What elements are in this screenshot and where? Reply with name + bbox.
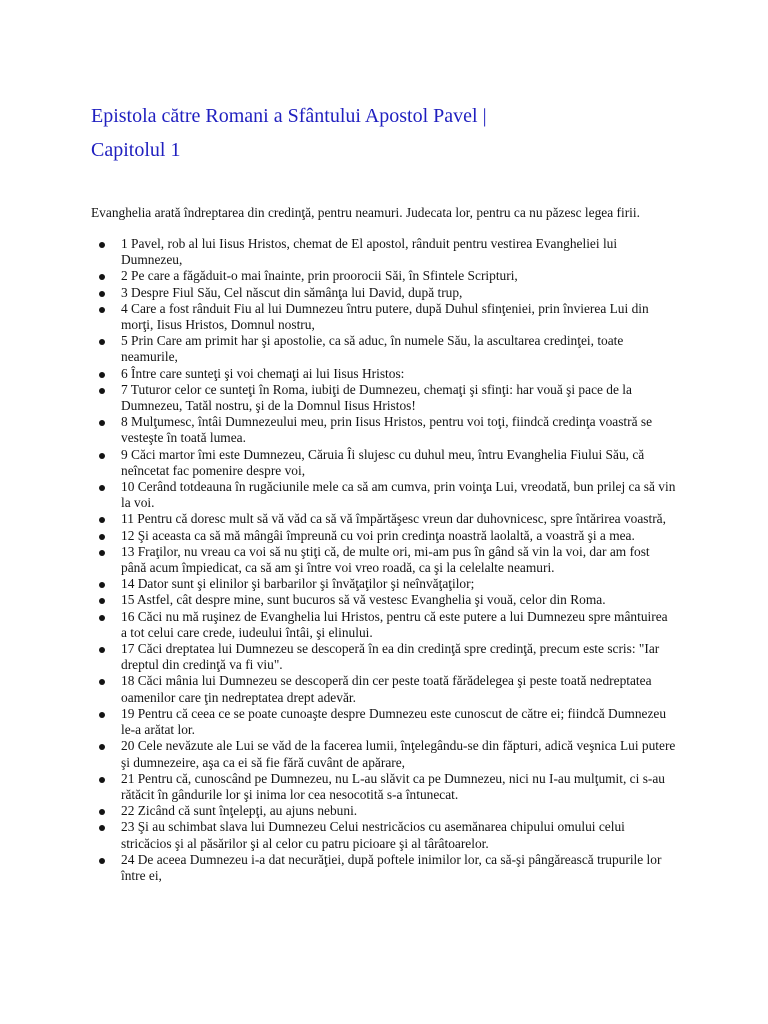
bullet-icon xyxy=(99,550,105,556)
verse-text: 4 Care a fost rânduit Fiu al lui Dumnezeu întru putere, după Duhul sfinţeniei, prin învierea Lui din morţi, Iisus Hristos, Domnul nostru, xyxy=(121,300,649,333)
verse-text: 8 Mulţumesc, întâi Dumnezeului meu, prin Iisus Hristos, pentru voi toţi, fiindcă credinţa voastră se vesteşte în toată lumea. xyxy=(121,414,653,446)
verse-text: 13 Fraţilor, nu vreau ca voi să nu ştiţi că, de multe ori, mi-am pus în gând să vin la voi, dar am fost până acum împiedicat, ca să am şi între voi vreo roadă, ca şi la celelalte neamuri. xyxy=(121,543,650,576)
verse-item xyxy=(0,706,676,738)
verse-text: 24 De aceea Dumnezeu i-a dat necurăţiei, după poftele inimilor lor, ca să-şi pângărească trupurile lor între ei, xyxy=(121,851,662,883)
verse-item xyxy=(0,528,676,544)
verse-item xyxy=(0,447,676,479)
bullet-icon xyxy=(99,372,105,378)
verse-text: 16 Căci nu mă ruşinez de Evanghelia lui Hristos, pentru că este putere a lui Dumnezeu spre mântuirea a tot celui care crede, iudeului întâi, şi elinului. xyxy=(121,608,668,640)
bullet-icon xyxy=(99,598,105,604)
verse-list xyxy=(0,236,700,884)
bullet-icon xyxy=(99,485,105,491)
bullet-icon xyxy=(99,517,105,523)
bullet-icon xyxy=(99,242,105,248)
bullet-icon xyxy=(99,388,105,394)
verse-text: 12 Şi aceasta ca să mă mângâi împreună cu voi prin credinţa noastră laolaltă, a voastră şi a mea. xyxy=(121,527,635,543)
verse-text: 14 Dator sunt şi elinilor şi barbarilor şi învăţaţilor şi neînvăţaţilor; xyxy=(121,576,475,592)
verse-text: 21 Pentru că, cunoscând pe Dumnezeu, nu L-au slăvit ca pe Dumnezeu, nici nu I-au mulţumit, ci s-au rătăcit în gândurile lor şi inima lor cea nesocotită s-a întunecat. xyxy=(121,770,666,802)
verse-item xyxy=(0,366,676,382)
bullet-icon xyxy=(99,291,105,297)
verse-item xyxy=(0,673,676,705)
verse-text: 15 Astfel, cât despre mine, sunt bucuros să vă vestesc Evanghelia şi vouă, celor din Roma. xyxy=(121,592,606,608)
verse-item xyxy=(0,819,676,851)
bullet-icon xyxy=(99,858,105,864)
verse-text: 17 Căci dreptatea lui Dumnezeu se descoperă în ea din credinţă spre credinţă, precum este scris: "Iar dreptul din credinţă va fi viu". xyxy=(121,641,660,673)
verse-text: 9 Căci martor îmi este Dumnezeu, Căruia Îi slujesc cu duhul meu, întru Evanghelia Fiului Său, că neîncetat fac pomenire despre voi, xyxy=(121,446,645,478)
verse-item xyxy=(0,414,676,446)
verse-item xyxy=(0,592,676,608)
bullet-icon xyxy=(99,825,105,831)
bullet-icon xyxy=(99,744,105,750)
verse-item xyxy=(0,301,676,333)
verse-text: 1 Pavel, rob al lui Iisus Hristos, chemat de El apostol, rânduit pentru vestirea Evangheliei lui Dumnezeu, xyxy=(121,236,618,268)
document-title: Epistola către Romani a Sfântului Apostol Pavel | xyxy=(91,105,487,127)
chapter-summary: Evanghelia arată îndreptarea din credinţă, pentru neamuri. Judecata lor, pentru ca nu păzesc legea firii. xyxy=(91,205,640,220)
bullet-icon xyxy=(99,647,105,653)
verse-item xyxy=(0,576,676,592)
bullet-icon xyxy=(99,274,105,280)
verse-text: 23 Şi au schimbat slava lui Dumnezeu Celui nestricăcios cu asemănarea chipului omului celui stricăcios şi al păsărilor şi al celor cu patru picioare şi al târâtoarelor. xyxy=(121,819,625,851)
bullet-icon xyxy=(99,420,105,426)
bullet-icon xyxy=(99,534,105,540)
verse-text: 19 Pentru că ceea ce se poate cunoaşte despre Dumnezeu este cunoscut de către ei; fiindcă Dumnezeu le-a arătat lor. xyxy=(121,705,667,738)
verse-text: 2 Pe care a făgăduit-o mai înainte, prin proorocii Săi, în Sfintele Scripturi, xyxy=(121,268,518,284)
verse-text: 5 Prin Care am primit har şi apostolie, ca să aduc, în numele Său, la ascultarea credinţei, toate neamurile, xyxy=(121,333,624,365)
verse-item xyxy=(0,771,676,803)
verse-text: 20 Cele nevăzute ale Lui se văd de la facerea lumii, înţelegându-se din făpturi, adică veşnica Lui putere şi dumnezeire, aşa ca ei să fie fără cuvânt de apărare, xyxy=(121,738,676,770)
bullet-icon xyxy=(99,453,105,459)
verse-item xyxy=(0,268,676,284)
verse-item xyxy=(0,803,676,819)
verse-item xyxy=(0,333,676,365)
bullet-icon xyxy=(99,582,105,588)
verse-item xyxy=(0,511,676,527)
bullet-icon xyxy=(99,712,105,718)
verse-item xyxy=(0,738,676,770)
verse-item xyxy=(0,285,676,301)
verse-text: 7 Tuturor celor ce sunteţi în Roma, iubiţi de Dumnezeu, chemaţi şi sfinţi: har vouă şi pace de la Dumnezeu, Tatăl nostru, şi de la Domnul Iisus Hristos! xyxy=(121,381,632,414)
bullet-icon xyxy=(99,809,105,815)
bullet-icon xyxy=(99,307,105,313)
bullet-icon xyxy=(99,615,105,621)
verse-text: 11 Pentru că doresc mult să vă văd ca să vă împărtăşesc vreun dar duhovnicesc, spre întărirea voastră, xyxy=(121,511,666,527)
bullet-icon xyxy=(99,679,105,685)
bullet-icon xyxy=(99,777,105,783)
verse-text: 10 Cerând totdeauna în rugăciunile mele ca să am cumva, prin voinţa Lui, vreodată, bun prilej ca să vin la voi. xyxy=(121,479,676,511)
verse-text: 22 Zicând că sunt înţelepţi, au ajuns nebuni. xyxy=(121,803,358,819)
verse-item xyxy=(0,609,676,641)
verse-item xyxy=(0,544,676,576)
chapter-title: Capitolul 1 xyxy=(91,139,181,161)
verse-item xyxy=(0,479,676,511)
verse-item xyxy=(0,382,676,414)
verse-text: 6 Între care sunteţi şi voi chemaţi ai lui Iisus Hristos: xyxy=(121,365,405,381)
bullet-icon xyxy=(99,339,105,345)
verse-text: 18 Căci mânia lui Dumnezeu se descoperă din cer peste toată fărădelegea şi peste toată nedreptatea oamenilor care ţin nedreptatea drept adevăr. xyxy=(121,673,652,705)
verse-item xyxy=(0,236,676,268)
verse-item xyxy=(0,641,676,673)
verse-text: 3 Despre Fiul Său, Cel născut din sămânţa lui David, după trup, xyxy=(121,284,463,300)
verse-item xyxy=(0,852,676,884)
